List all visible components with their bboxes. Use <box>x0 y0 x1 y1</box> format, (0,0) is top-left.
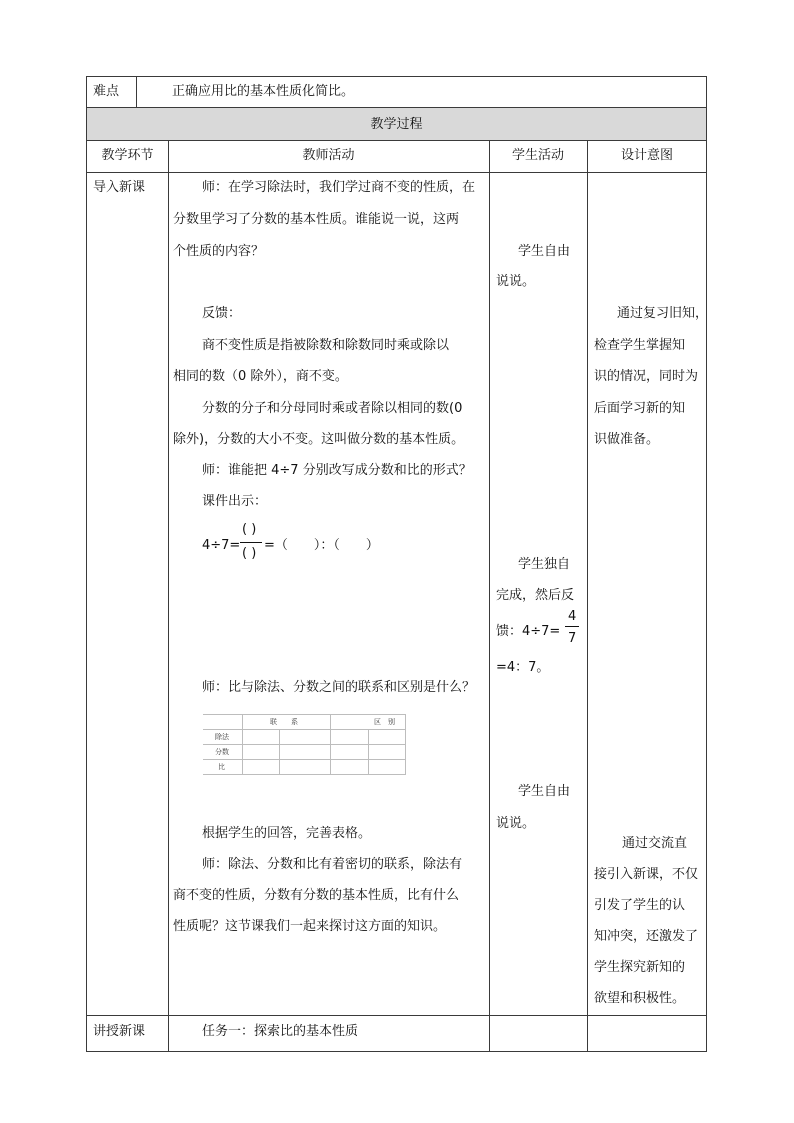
stage-label: 讲授新课 <box>93 1024 146 1039</box>
student-text: 学生自由 <box>518 784 571 799</box>
table-border <box>489 140 490 1052</box>
intent-text: 引发了学生的认 <box>594 898 686 913</box>
teacher-text: 分数的分子和分母同时乘或者除以相同的数(0 <box>202 401 463 416</box>
section-title: 教学过程 <box>370 117 423 132</box>
student-text: 学生独自 <box>518 557 571 572</box>
intent-text: 识的情况，同时为 <box>594 369 699 384</box>
formula-tail: =（ ）：（ ） <box>264 538 379 553</box>
difficulty-content: 正确应用比的基本性质化简比。 <box>172 84 355 99</box>
student-text: 馈：4÷7= <box>496 624 561 639</box>
student-fraction-bar <box>565 626 579 627</box>
intent-text: 检查学生掌握知 <box>594 338 686 353</box>
student-text: 说说。 <box>496 816 536 831</box>
table-border <box>86 1015 707 1016</box>
teacher-text: 性质呢？这节课我们一起来探讨这方面的知识。 <box>173 919 447 934</box>
table-border <box>587 140 588 1052</box>
comparison-row-label: 除法 <box>215 733 229 741</box>
table-border <box>86 140 707 141</box>
intent-text: 学生探究新知的 <box>594 960 686 975</box>
student-text: =4：7。 <box>496 660 550 675</box>
stage-label: 导入新课 <box>93 180 146 195</box>
column-header: 设计意图 <box>620 148 673 163</box>
teacher-text: 课件出示： <box>202 494 268 509</box>
column-header: 教学环节 <box>101 148 154 163</box>
teacher-text: 任务一：探索比的基本性质 <box>202 1024 359 1039</box>
teacher-text: 根据学生的回答，完善表格。 <box>202 826 372 841</box>
intent-text: 知冲突，还激发了 <box>594 929 699 944</box>
teacher-text: 个性质的内容？ <box>173 244 265 259</box>
intent-text: 接引入新课，不仅 <box>594 867 699 882</box>
teacher-text: 反馈： <box>202 306 242 321</box>
formula-denominator: ( ) <box>242 546 257 561</box>
teacher-text: 师：除法、分数和比有着密切的联系，除法有 <box>202 857 463 872</box>
teacher-text: 分数里学习了分数的基本性质。谁能说一说，这两 <box>173 212 460 227</box>
student-text: 学生自由 <box>518 244 571 259</box>
teacher-text: 相同的数（0 除外），商不变。 <box>173 369 348 384</box>
comparison-header: 区 别 <box>374 718 395 726</box>
formula-fraction-bar <box>240 542 262 543</box>
difficulty-label: 难点 <box>93 84 120 99</box>
comparison-row-label: 比 <box>218 763 225 771</box>
comparison-header: 联 系 <box>270 718 298 726</box>
table-border <box>86 172 707 173</box>
comparison-row-label: 分数 <box>215 748 229 756</box>
column-header: 教师活动 <box>302 148 355 163</box>
formula-numerator: ( ) <box>242 522 257 537</box>
teacher-text: 师：在学习除法时，我们学过商不变的性质，在 <box>202 180 476 195</box>
intent-text: 后面学习新的知 <box>594 401 686 416</box>
teacher-text: 除外)，分数的大小不变。这叫做分数的基本性质。 <box>173 432 465 447</box>
student-text: 说说。 <box>496 274 536 289</box>
table-border <box>86 76 87 1052</box>
table-border <box>86 107 707 108</box>
table-border <box>168 140 169 1052</box>
teacher-text: 师：谁能把 4÷7 分别改写成分数和比的形式？ <box>202 463 472 478</box>
table-border <box>136 76 137 108</box>
student-text: 完成，然后反 <box>496 588 575 603</box>
formula-lead: 4÷7= <box>202 538 241 553</box>
table-border <box>86 76 707 77</box>
teacher-text: 商不变性质是指被除数和除数同时乘或除以 <box>202 338 450 353</box>
intent-text: 通过交流直 <box>622 836 688 851</box>
teacher-text: 商不变的性质，分数有分数的基本性质，比有什么 <box>173 888 460 903</box>
student-fraction-num: 4 <box>568 609 577 624</box>
intent-text: 欲望和积极性。 <box>594 991 686 1006</box>
table-border <box>86 1051 707 1052</box>
intent-text: 识做准备。 <box>594 432 660 447</box>
student-fraction-den: 7 <box>568 631 577 646</box>
teacher-text: 师：比与除法、分数之间的联系和区别是什么？ <box>202 680 476 695</box>
table-border <box>706 76 707 1052</box>
column-header: 学生活动 <box>511 148 564 163</box>
intent-text: 通过复习旧知， <box>617 306 709 321</box>
